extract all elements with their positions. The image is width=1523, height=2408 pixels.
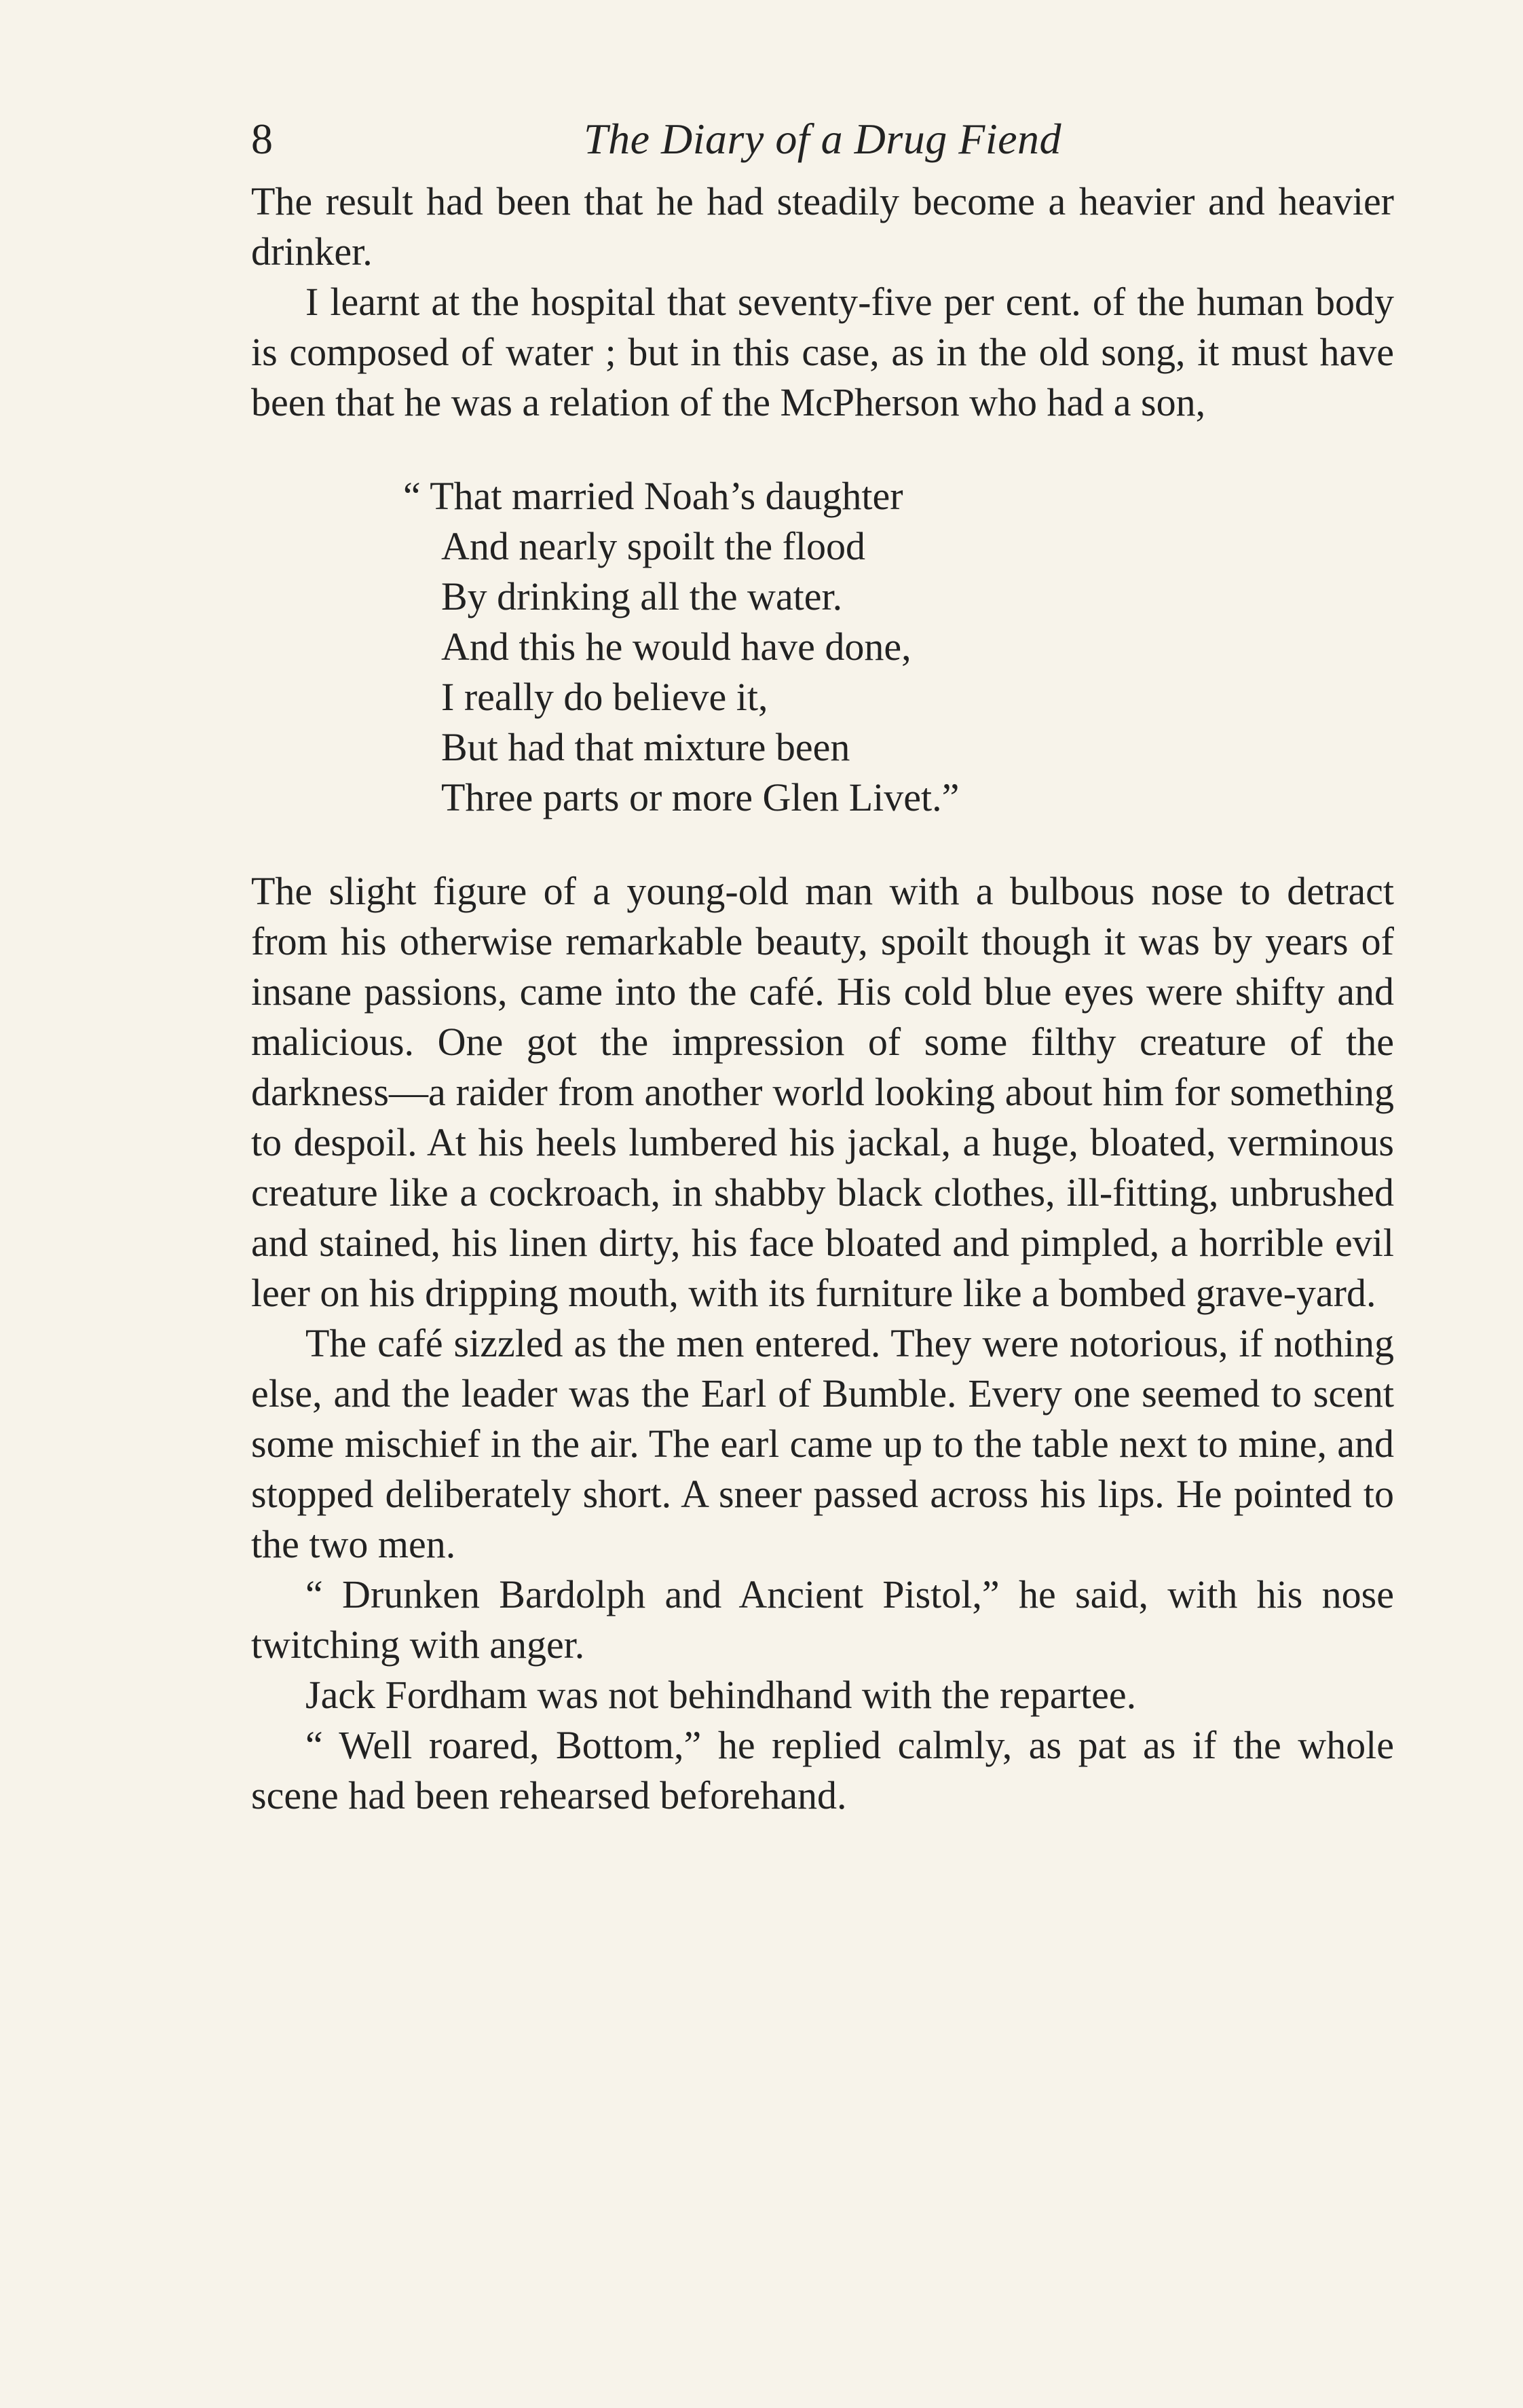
paragraph: The café sizzled as the men entered. They were notorious, if nothing else, and the leader was the Earl of Bumble. Every one seemed to scent some mischief in the air. The earl came up to the table next to mine, and stopped deliberately short. A sneer passed across his lips. He pointed to the two men. bbox=[251, 1321, 1394, 1566]
paragraph: The result had been that he had steadily become a heavier and heavier drinker. bbox=[251, 179, 1394, 274]
verse-line: But had that mixture been bbox=[441, 725, 850, 769]
verse-line: And nearly spoilt the flood bbox=[441, 524, 866, 568]
verse-line: By drinking all the water. bbox=[441, 574, 843, 618]
paragraph: I learnt at the hospital that seventy-five per cent. of the human body is composed of water ; but in this case, as in the old song, it must have been that he was a relation of the McPherson who had a son, bbox=[251, 280, 1394, 424]
page-number: 8 bbox=[251, 115, 273, 163]
verse-line: I really do believe it, bbox=[441, 675, 768, 719]
paragraph: Jack Fordham was not behindhand with the repartee. bbox=[305, 1673, 1137, 1717]
verse-line: Three parts or more Glen Livet.” bbox=[441, 775, 960, 819]
paragraph: “ Drunken Bardolph and Ancient Pistol,” he said, with his nose twitching with anger. bbox=[251, 1572, 1394, 1667]
running-title: The Diary of a Drug Fiend bbox=[584, 115, 1061, 163]
page-header bbox=[251, 102, 1394, 177]
paragraph: “ Well roared, Bottom,” he replied calmly, as pat as if the whole scene had been rehearsed beforehand. bbox=[251, 1723, 1394, 1817]
verse-line: And this he would have done, bbox=[441, 625, 911, 669]
book-page bbox=[251, 102, 1394, 1821]
verse-line: “ That married Noah’s daughter bbox=[403, 474, 903, 518]
verse-quotation bbox=[251, 471, 1394, 823]
paragraph: The slight figure of a young-old man with a bulbous nose to detract from his otherwise remarkable beauty, spoilt though it was by years of insane passions, came into the café. His cold blue eyes were shifty and malicious. One got the impression of some filthy creature of the darkness—a raider from another world looking about him for something to despoil. At his heels lumbered his jackal, a huge, bloated, verminous creature like a cockroach, in shabby black clothes, ill-fitting, unbrushed and stained, his linen dirty, his face bloated and pimpled, a horrible evil leer on his dripping mouth, with its furniture like a bombed grave-yard. bbox=[251, 869, 1394, 1315]
body-text bbox=[251, 177, 1394, 1821]
